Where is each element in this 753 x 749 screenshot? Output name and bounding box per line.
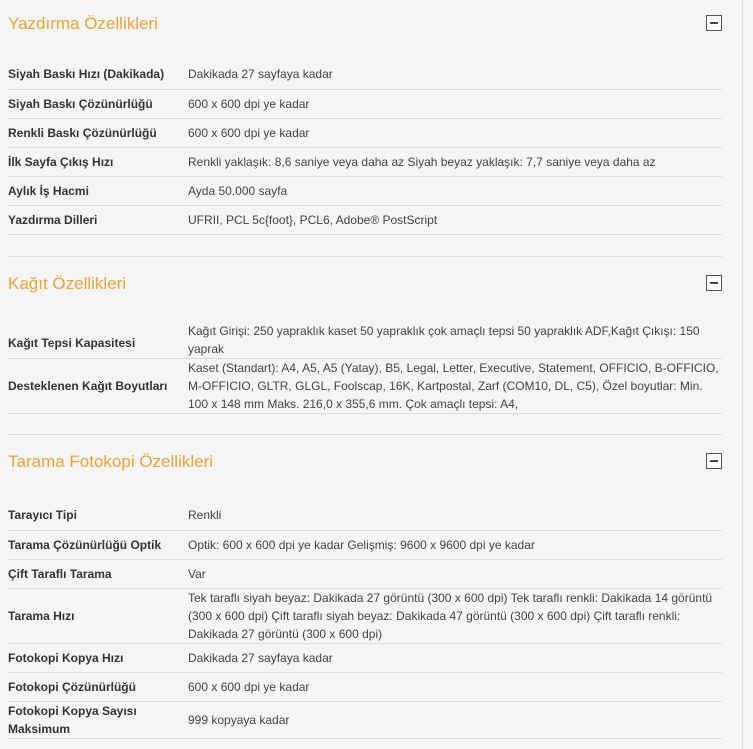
table-row: [8, 559, 722, 588]
spec-value: Dakikada 27 sayfaya kadar: [188, 60, 722, 89]
spec-table: [8, 60, 722, 235]
minus-icon: [710, 460, 718, 462]
spec-label: İlk Sayfa Çıkış Hızı: [8, 147, 188, 176]
collapse-toggle-button[interactable]: [706, 453, 722, 469]
table-row: [8, 643, 722, 672]
table-row: [8, 60, 722, 89]
table-row: [8, 359, 722, 414]
table-row: [8, 176, 722, 205]
spec-value: Kağıt Girişi: 250 yapraklık kaset 50 yapraklık çok amaçlı tepsi 50 yapraklık ADF,Kağıt Çıkışı: 150 yaprak: [188, 322, 722, 359]
table-row: [8, 530, 722, 559]
section-paper-features: [8, 257, 722, 415]
spec-label: Renkli Baskı Çözünürlüğü: [8, 118, 188, 147]
table-row: [8, 118, 722, 147]
spec-label: Fotokopi Kopya Hızı: [8, 643, 188, 672]
spec-label: Yazdırma Dilleri: [8, 205, 188, 234]
spec-label: Çift Taraflı Tarama: [8, 559, 188, 588]
minus-icon: [710, 22, 718, 24]
spec-value: Dakikada 27 sayfaya kadar: [188, 643, 722, 672]
section-title: Tarama Fotokopi Özellikleri: [8, 452, 214, 471]
spec-label: Tarama Hızı: [8, 588, 188, 643]
spec-label: Kağıt Tepsi Kapasitesi: [8, 322, 188, 359]
spec-value: Ayda 50.000 sayfa: [188, 176, 722, 205]
table-row: [8, 322, 722, 359]
spec-label: Fotokopi Çözünürlüğü: [8, 672, 188, 701]
section-scan-copy-features: [8, 435, 722, 739]
spec-label: Siyah Baskı Hızı (Dakikada): [8, 60, 188, 89]
spec-label: Aylık İş Hacmi: [8, 176, 188, 205]
spec-value: 999 kopyaya kadar: [188, 701, 722, 738]
section-header[interactable]: [8, 435, 722, 501]
spec-table: [8, 501, 722, 739]
spec-value: 600 x 600 dpi ye kadar: [188, 118, 722, 147]
table-row: [8, 501, 722, 530]
spec-value: UFRII, PCL 5c{foot}, PCL6, Adobe® PostScript: [188, 205, 722, 234]
spec-value: Var: [188, 559, 722, 588]
section-title: Kağıt Özellikleri: [8, 273, 127, 293]
table-row: [8, 588, 722, 643]
spec-value: Renkli yaklaşık: 8,6 saniye veya daha az Siyah beyaz yaklaşık: 7,7 saniye veya daha az: [188, 147, 722, 176]
section-title: Yazdırma Özellikleri: [8, 14, 158, 33]
section-header[interactable]: [8, 257, 722, 322]
spec-value: 600 x 600 dpi ye kadar: [188, 672, 722, 701]
spec-value: 600 x 600 dpi ye kadar: [188, 89, 722, 118]
minus-icon: [710, 282, 718, 284]
spec-value: Renkli: [188, 501, 722, 530]
table-row: [8, 147, 722, 176]
section-header[interactable]: [8, 0, 722, 60]
table-row: [8, 205, 722, 234]
spec-label: Tarayıcı Tipi: [8, 501, 188, 530]
collapse-toggle-button[interactable]: [706, 15, 722, 31]
table-row: [8, 89, 722, 118]
spec-value: Optik: 600 x 600 dpi ye kadar Gelişmiş: 9600 x 9600 dpi ye kadar: [188, 530, 722, 559]
spec-table: [8, 322, 722, 415]
spec-label: Siyah Baskı Çözünürlüğü: [8, 89, 188, 118]
spec-value: Kaset (Standart): A4, A5, A5 (Yatay), B5, Legal, Letter, Executive, Statement, OFFICIO, B-OFFICIO, M-OFFICIO, GLTR, GLGL, Foolscap, 16K, Kartpostal, Zarf (COM10, DL, C5), Özel boyutlar: Min. 100 x 148 mm Maks. 216,0 x 355,6 mm. Çok amaçlı tepsi: A4,: [188, 359, 722, 414]
spec-label: Fotokopi Kopya Sayısı Maksimum: [8, 701, 188, 738]
table-row: [8, 672, 722, 701]
spec-value: Tek taraflı siyah beyaz: Dakikada 27 görüntü (300 x 600 dpi) Tek taraflı renkli: Dakikada 14 görüntü (300 x 600 dpi) Çift taraflı siyah beyaz: Dakikada 47 görüntü (300 x 600 dpi) Çift taraflı renkli: Dakikada 27 görüntü (300 x 600 dpi): [188, 588, 722, 643]
table-row: [8, 701, 722, 738]
spec-label: Desteklenen Kağıt Boyutları: [8, 359, 188, 414]
section-print-features: [8, 0, 722, 235]
collapse-toggle-button[interactable]: [706, 275, 722, 291]
spec-label: Tarama Çözünürlüğü Optik: [8, 530, 188, 559]
